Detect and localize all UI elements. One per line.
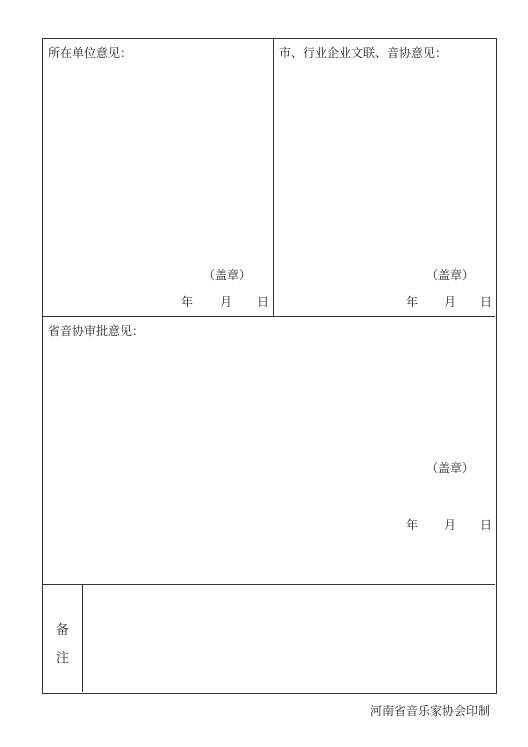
province-month-label: 月 bbox=[444, 518, 457, 532]
city-year-label: 年 bbox=[406, 295, 419, 309]
province-opinion-cell[interactable] bbox=[43, 317, 495, 584]
city-opinion-label: 市、行业企业文联、音协意见： bbox=[279, 46, 448, 60]
approval-form bbox=[42, 38, 497, 694]
city-seal-label: （盖章） bbox=[426, 268, 475, 282]
unit-seal-label: （盖章） bbox=[203, 268, 252, 282]
province-opinion-label: 省音协审批意见： bbox=[48, 324, 145, 338]
city-day-label: 日 bbox=[480, 295, 493, 309]
footer-printer-credit: 河南省音乐家协会印制 bbox=[369, 704, 490, 718]
city-opinion-cell[interactable] bbox=[274, 39, 496, 316]
unit-opinion-cell[interactable] bbox=[43, 39, 273, 316]
province-seal-label: （盖章） bbox=[426, 461, 475, 475]
unit-year-label: 年 bbox=[181, 295, 194, 309]
province-year-label: 年 bbox=[406, 518, 419, 532]
city-month-label: 月 bbox=[444, 295, 457, 309]
unit-day-label: 日 bbox=[257, 295, 270, 309]
remarks-char-2: 注 bbox=[56, 651, 70, 666]
province-day-label: 日 bbox=[480, 518, 493, 532]
unit-opinion-label: 所在单位意见： bbox=[48, 46, 133, 60]
remarks-char-1: 备 bbox=[56, 623, 70, 638]
remarks-label-cell bbox=[43, 585, 82, 692]
remarks-input-cell[interactable] bbox=[83, 585, 495, 692]
unit-month-label: 月 bbox=[220, 295, 233, 309]
